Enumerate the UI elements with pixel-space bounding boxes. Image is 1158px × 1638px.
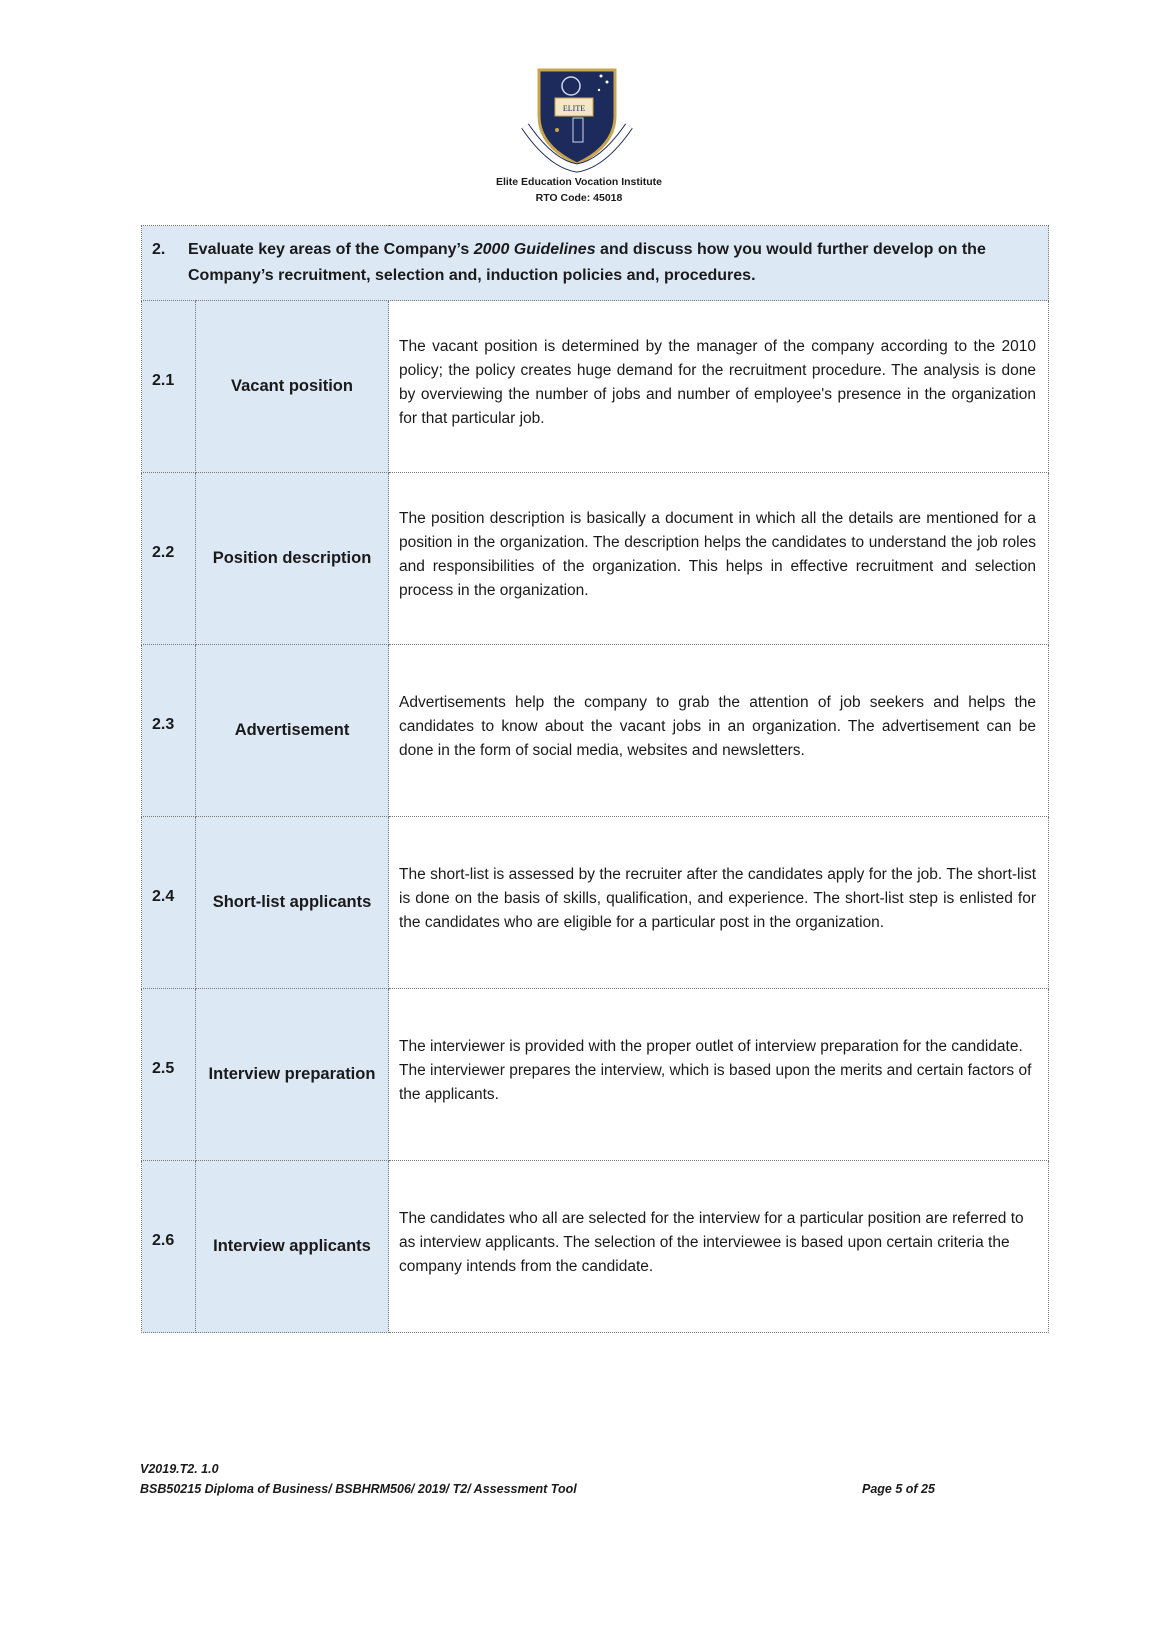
svg-text:ELITE: ELITE [562,104,586,113]
institute-name: Elite Education Vocation Institute [495,176,663,188]
rto-code: RTO Code: 45018 [535,192,623,204]
row-number: 2.4 [142,817,196,989]
question-header [142,226,1049,301]
table-row [142,645,1049,817]
row-number: 2.3 [142,645,196,817]
table-row [142,817,1049,989]
question-number: 2. [152,241,166,258]
footer-version: V2019.T2. 1.0 [140,1462,219,1476]
row-number: 2.1 [142,301,196,473]
row-number: 2.6 [142,1161,196,1333]
table-row [142,989,1049,1161]
row-label: Vacant position [196,301,389,473]
row-answer: The position description is basically a document in which all the details are mentioned for a position in the organization. The description helps the candidates to understand the job roles and responsibilities of the organization. This helps in effective recruitment and selection process in the organization. [389,473,1049,645]
question-table [141,225,1049,1333]
row-label: Position description [196,473,389,645]
row-answer: The short-list is assessed by the recruiter after the candidates apply for the job. The short-list is done on the basis of skills, qualification, and experience. The short-list step is enlisted for the candidates who are eligible for a particular post in the organization. [389,817,1049,989]
row-label: Advertisement [196,645,389,817]
row-label: Interview applicants [196,1161,389,1333]
row-label: Interview preparation [196,989,389,1161]
institute-crest-logo [521,64,633,174]
question-text: Evaluate key areas of the Company’s 2000 Guidelines and discuss how you would further develop on the Company’s recruitment, selection and, induction policies and, procedures. [188,241,986,284]
table-row [142,1161,1049,1333]
row-answer: The candidates who all are selected for the interview for a particular position are referred to as interview applicants. The selection of the interviewee is based upon certain criteria the company intends from the candidate. [389,1161,1049,1333]
row-number: 2.5 [142,989,196,1161]
row-answer: The vacant position is determined by the manager of the company according to the 2010 policy; the policy creates huge demand for the recruitment procedure. The analysis is done by overviewing the number of jobs and number of employee's presence in the organization for that particular job. [389,301,1049,473]
row-answer: The interviewer is provided with the proper outlet of interview preparation for the candidate. The interviewer prepares the interview, which is based upon the merits and certain factors of the applicants. [389,989,1049,1161]
table-row [142,301,1049,473]
footer-page-number: Page 5 of 25 [862,1482,935,1496]
table-row [142,473,1049,645]
row-number: 2.2 [142,473,196,645]
row-label: Short-list applicants [196,817,389,989]
row-answer: Advertisements help the company to grab the attention of job seekers and helps the candidates to know about the vacant jobs in an organization. The advertisement can be done in the form of social media, websites and newsletters. [389,645,1049,817]
footer-course: BSB50215 Diploma of Business/ BSBHRM506/ 2019/ T2/ Assessment Tool [140,1482,577,1496]
